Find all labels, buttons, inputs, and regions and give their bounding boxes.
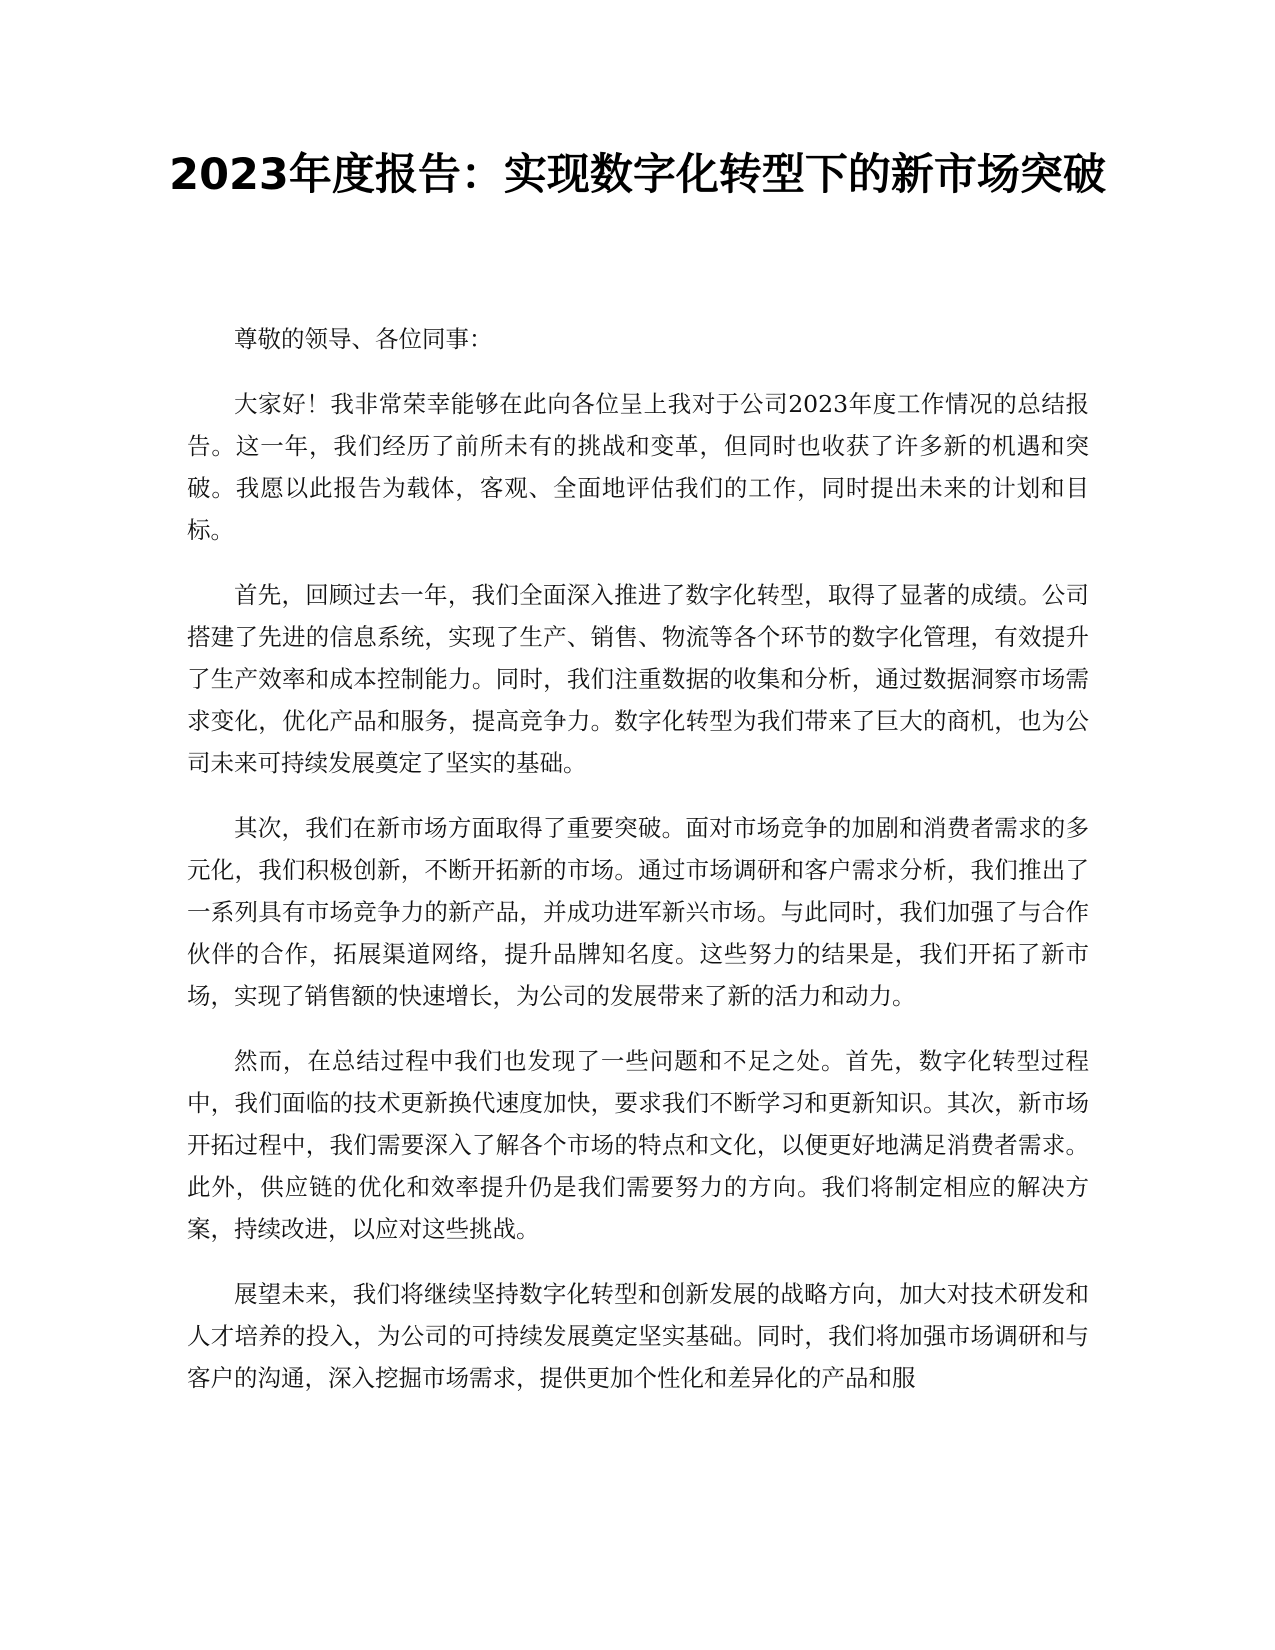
body-paragraph: 大家好！我非常荣幸能够在此向各位呈上我对于公司2023年度工作情况的总结报告。这一年，我们经历了前所未有的挑战和变革，但同时也收获了许多新的机遇和突破。我愿以此报告为载体，客观、全面地评估我们的工作，同时提出未来的计划和目标。 xyxy=(187,390,1089,544)
body-paragraph: 然而，在总结过程中我们也发现了一些问题和不足之处。首先，数字化转型过程中，我们面临的技术更新换代速度加快，要求我们不断学习和更新知识。其次，新市场开拓过程中，我们需要深入了解各个市场的特点和文化，以便更好地满足消费者需求。此外，供应链的优化和效率提升仍是我们需要努力的方向。我们将制定相应的解决方案，持续改进，以应对这些挑战。 xyxy=(187,1047,1089,1243)
body-paragraph: 展望未来，我们将继续坚持数字化转型和创新发展的战略方向，加大对技术研发和人才培养的投入，为公司的可持续发展奠定坚实基础。同时，我们将加强市场调研和与客户的沟通，深入挖掘市场需求，提供更加个性化和差异化的产品和服 xyxy=(187,1280,1089,1392)
body-paragraph: 其次，我们在新市场方面取得了重要突破。面对市场竞争的加剧和消费者需求的多元化，我们积极创新，不断开拓新的市场。通过市场调研和客户需求分析，我们推出了一系列具有市场竞争力的新产品，并成功进军新兴市场。与此同时，我们加强了与合作伙伴的合作，拓展渠道网络，提升品牌知名度。这些努力的结果是，我们开拓了新市场，实现了销售额的快速增长，为公司的发展带来了新的活力和动力。 xyxy=(187,814,1089,1010)
document-body xyxy=(187,318,1089,1422)
salutation-paragraph: 尊敬的领导、各位同事： xyxy=(234,325,493,353)
document-title: 2023年度报告：实现数字化转型下的新市场突破 xyxy=(169,150,1106,200)
body-paragraph: 首先，回顾过去一年，我们全面深入推进了数字化转型，取得了显著的成绩。公司搭建了先进的信息系统，实现了生产、销售、物流等各个环节的数字化管理，有效提升了生产效率和成本控制能力。同时，我们注重数据的收集和分析，通过数据洞察市场需求变化，优化产品和服务，提高竞争力。数字化转型为我们带来了巨大的商机，也为公司未来可持续发展奠定了坚实的基础。 xyxy=(187,581,1089,777)
